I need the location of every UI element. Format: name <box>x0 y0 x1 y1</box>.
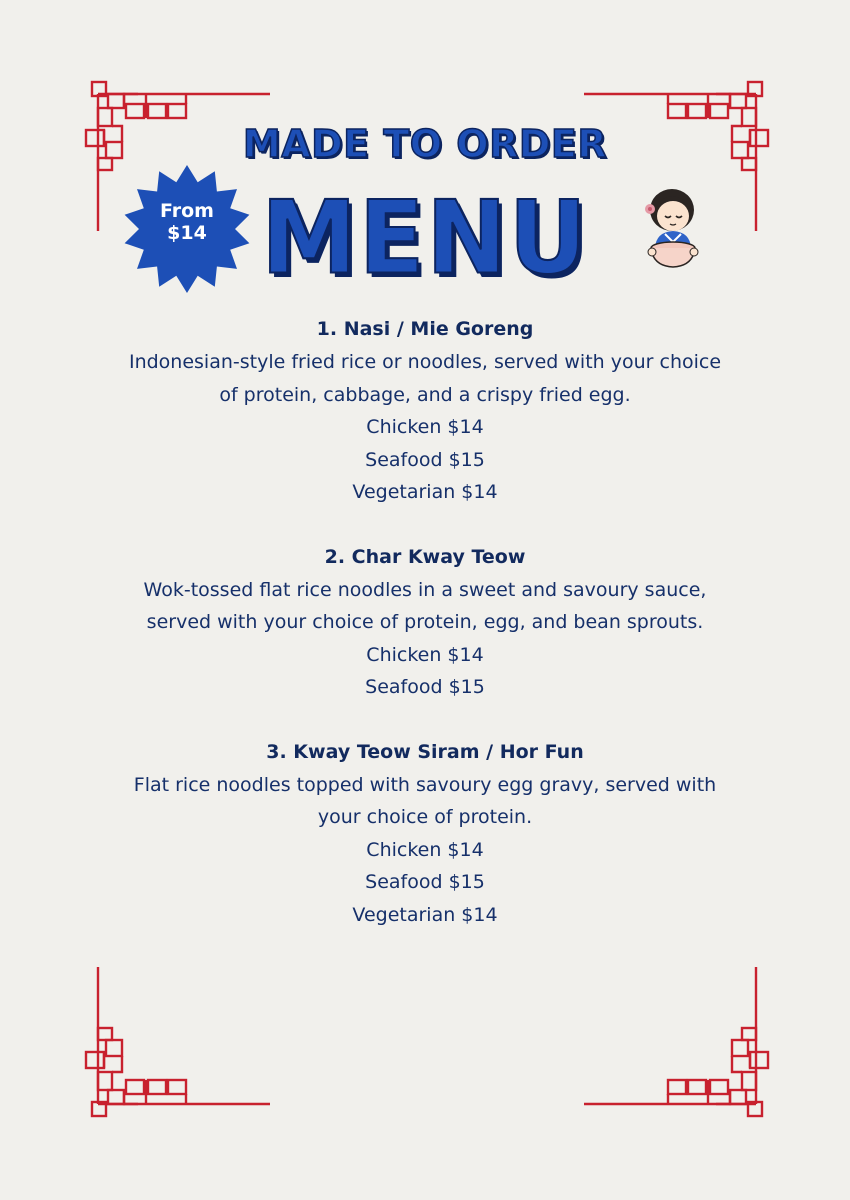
menu-item-price: Seafood $15 <box>365 871 485 893</box>
menu-item-description: Flat rice noodles topped with savoury egg gravy, served with your choice of protein. <box>133 773 717 828</box>
menu-title: MENU <box>261 179 589 297</box>
menu-item-name: 2. Char Kway Teow <box>324 545 526 568</box>
menu-item-name: 1. Nasi / Mie Goreng <box>316 318 534 340</box>
menu-subtitle: MADE TO ORDER <box>242 122 608 166</box>
menu-item-description: Wok-tossed flat rice noodles in a sweet and savoury sauce, served with your choice of protein, egg, and bean sprouts. <box>143 578 707 633</box>
corner-ornament-bottom-left-icon <box>82 965 272 1120</box>
menu-item-price: Seafood $15 <box>365 448 485 471</box>
menu-item <box>100 541 750 704</box>
corner-ornament-bottom-right-icon <box>582 965 772 1120</box>
price-badge <box>122 164 252 294</box>
menu-item-price: Chicken $14 <box>366 838 484 861</box>
menu-item <box>100 313 750 509</box>
badge-line-price: $14 <box>167 222 207 244</box>
menu-item <box>100 736 750 932</box>
menu-item-price: Vegetarian $14 <box>352 903 498 926</box>
menu-list <box>100 313 750 963</box>
menu-item-name: 3. Kway Teow Siram / Hor Fun <box>266 740 584 763</box>
badge-line-from: From <box>160 200 214 222</box>
menu-item-price: Chicken $14 <box>366 416 484 438</box>
menu-item-price: Chicken $14 <box>366 643 484 666</box>
chef-girl-with-bowl-icon <box>636 186 706 276</box>
menu-item-price: Seafood $15 <box>365 676 485 698</box>
menu-item-description: Indonesian-style fried rice or noodles, served with your choice of protein, cabbage, and a crispy fried egg. <box>128 351 722 406</box>
menu-item-price: Vegetarian $14 <box>352 481 498 503</box>
